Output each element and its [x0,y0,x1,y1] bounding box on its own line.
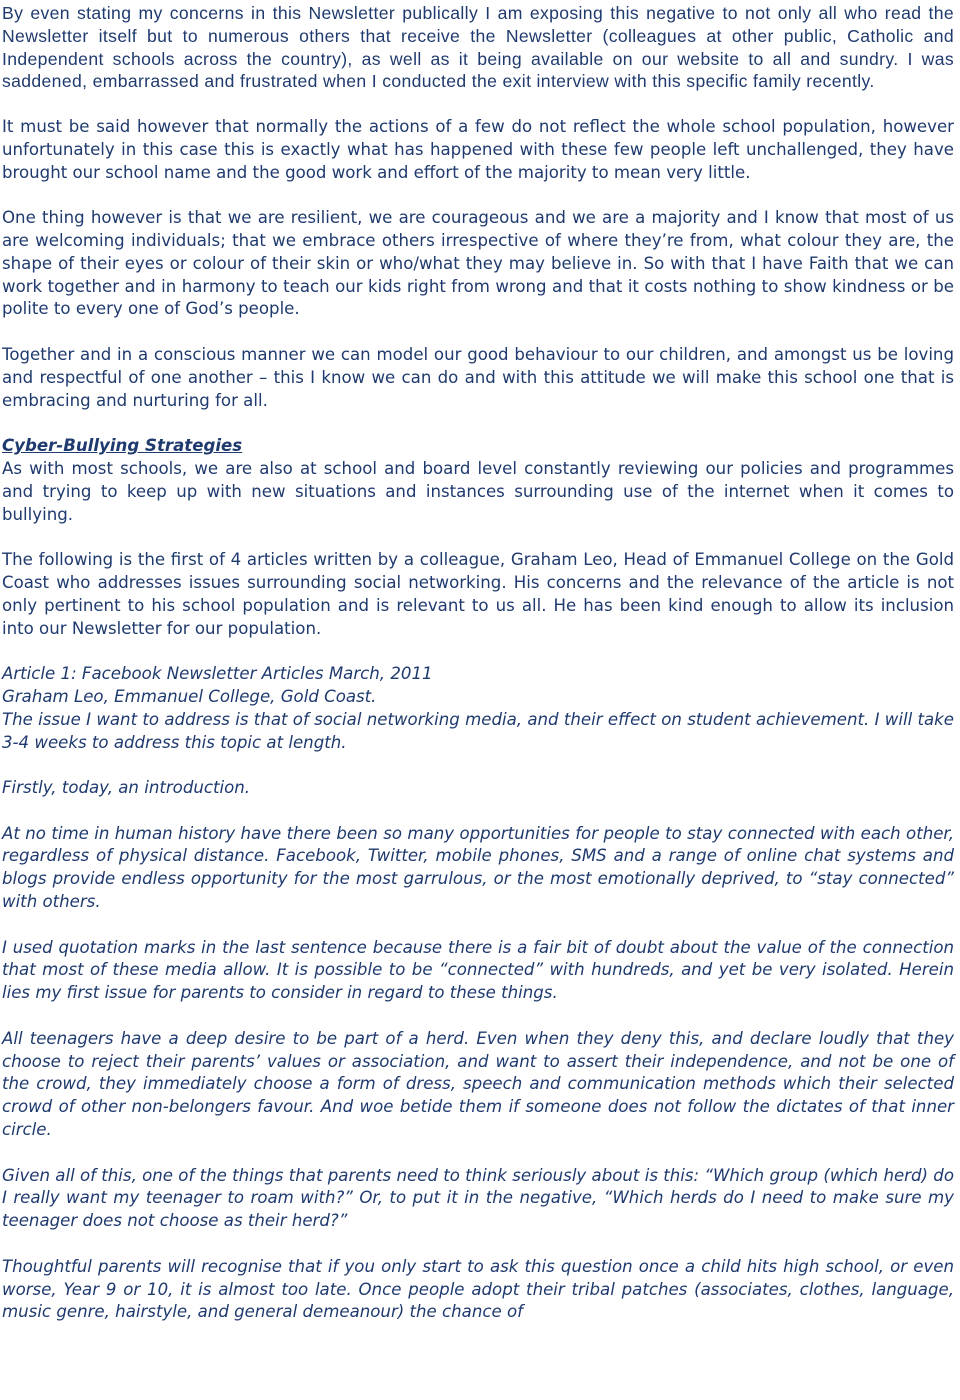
paragraph-together: Together and in a conscious manner we can model our good behaviour to our children, and amongst us be loving and respectful of one another – this I know we can do and with this attitude we will make this school one that is embracing and nurturing for all. [2,344,954,410]
intro-paragraph [2,2,954,93]
article-paragraph-thoughtful-parents: Thoughtful parents will recognise that if you only start to ask this question once a child hits high school, or even worse, Year 9 or 10, it is almost too late. Once people adopt their tribal patches (associates, clothes, language, music genre, hairstyle, and general demeanour) the chance of [2,1256,954,1322]
article-header [2,663,954,709]
paragraph-policies: As with most schools, we are also at school and board level constantly reviewing our policies and programmes and trying to keep up with new situations and instances surrounding use of the internet when it comes to bullying. [2,458,954,524]
article-paragraph-herd: All teenagers have a deep desire to be part of a herd. Even when they deny this, and declare loudly that they choose to reject their parents’ values or association, and want to assert their independence, and not be one of the crowd, they immediately choose a form of dress, speech and communication methods which their selected crowd of other non-belongers favour. And woe betide them if someone does not follow the dictates of that inner circle. [2,1028,954,1140]
article-paragraph-quotation-marks: I used quotation marks in the last sentence because there is a fair bit of doubt about the value of the connection that most of these media allow. It is possible to be “connected” with hundreds, and yet be very isolated. Herein lies my first issue for parents to consider in regard to these things. [2,937,954,1003]
article-paragraph-introduction: Firstly, today, an introduction. [2,778,251,798]
intro-paragraph-part2: I was saddened, embarrassed and frustrated when I conducted the exit interview with this specific family recently. [2,48,954,92]
section-heading-cyber-bullying: Cyber-Bullying Strategies [2,436,243,456]
paragraph-resilient: One thing however is that we are resilient, we are courageous and we are a majority and I know that most of us are welcoming individuals; that we embrace others irrespective of where they’re from, what colour they are, the shape of their eyes or colour of their skin or who/what they may believe in. So with that I have Faith that we can work together and in harmony to teach our kids right from wrong and that it costs nothing to show kindness or be polite to every one of God’s people. [2,208,954,319]
article-issue-paragraph: The issue I want to address is that of social networking media, and their effect on student achievement. I will take 3-4 weeks to address this topic at length. [2,709,954,752]
article-paragraph-which-group: Given all of this, one of the things that parents need to think seriously about is this: “Which group (which herd) do I really want my teenager to roam with?” Or, to put it in the negative, “Which herds do I need to make sure my teenager does not choose as their herd?” [2,1165,954,1231]
intro-paragraph-part1: By even stating my concerns in this Newsletter publically I am exposing this negative to not only all who read the Newsletter itself but to numerous others that receive the Newsletter (colleagues at other public, Catholic and Independent schools across the country), as well as it being available on our website to all and sundry. [2,3,954,69]
article-title-line: Article 1: Facebook Newsletter Articles March, 2011 [2,664,433,684]
article-paragraph-connected: At no time in human history have there been so many opportunities for people to stay connected with each other, regardless of physical distance. Facebook, Twitter, mobile phones, SMS and a range of online chat systems and blogs provide endless opportunity for the most garrulous, or the most emotionally deprived, to “stay connected” with others. [2,823,954,912]
paragraph-actions-of-few: It must be said however that normally the actions of a few do not reflect the whole school population, however unfortunately in this case this is exactly what has happened with these few people left unchallenged, they have brought our school name and the good work and effort of the majority to mean very little. [2,116,954,182]
article-author-line: Graham Leo, Emmanuel College, Gold Coast. [2,686,377,706]
paragraph-article-intro: The following is the first of 4 articles written by a colleague, Graham Leo, Head of Emmanuel College on the Gold Coast who addresses issues surrounding social networking. His concerns and the relevance of the article is not only pertinent to his school population and is relevant to us all. He has been kind enough to allow its inclusion into our Newsletter for our population. [2,550,954,638]
